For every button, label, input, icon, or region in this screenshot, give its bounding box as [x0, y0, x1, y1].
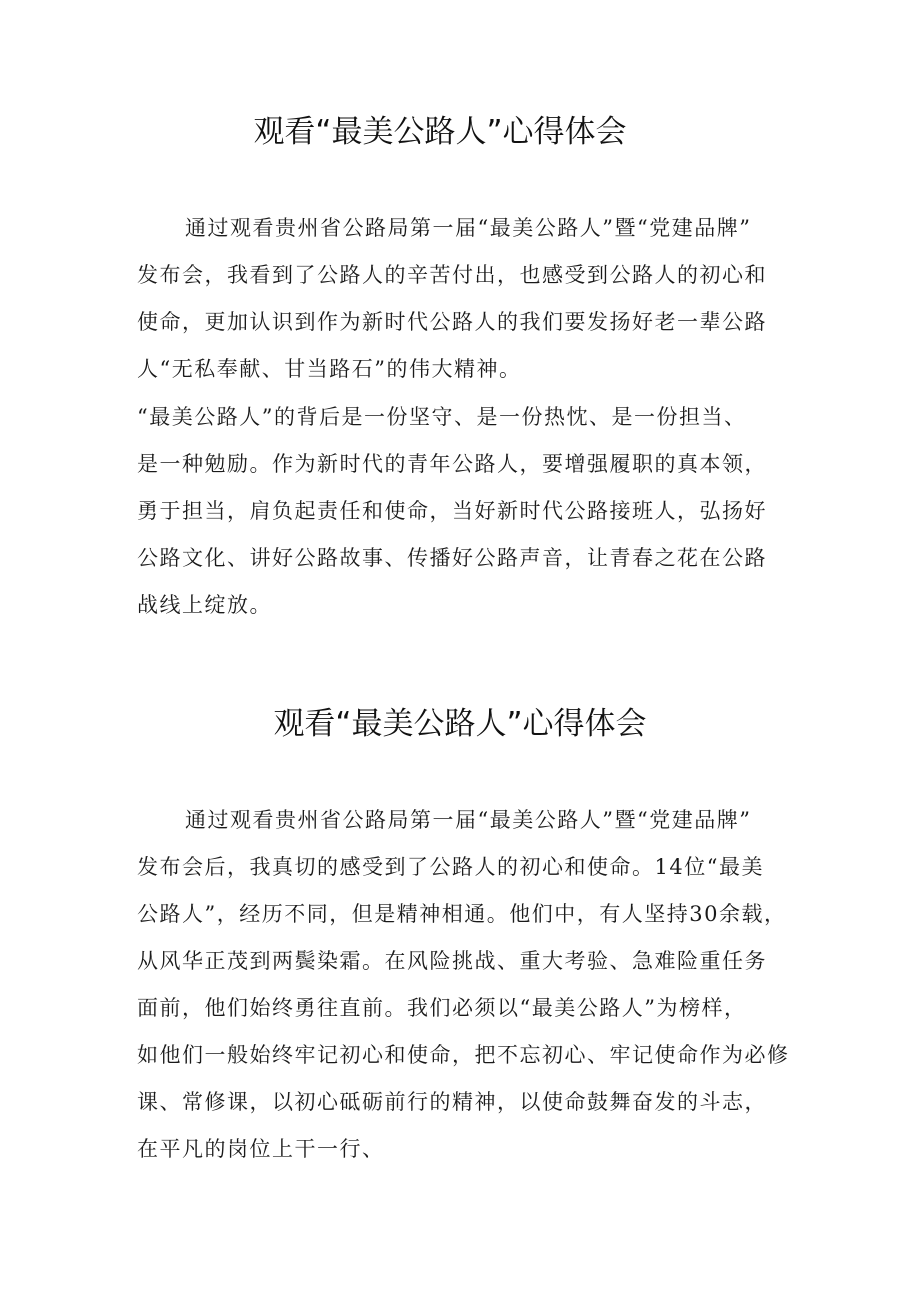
text-line: 使命，更加认识到作为新时代公路人的我们要发扬好老一辈公路 [137, 310, 767, 334]
text-line: 在平凡的岗位上干一行、 [137, 1137, 385, 1161]
text-line: 通过观看贵州省公路局第一届“最美公路人”暨“党建品牌” [185, 808, 752, 832]
doc-1-paragraph-2 [137, 394, 797, 629]
text-line: 是一种勉励。作为新时代的青年公路人，要增强履职的真本领， [137, 452, 767, 476]
text-line: 公路人”，经历不同，但是精神相通。他们中，有人坚持30余载， [137, 902, 787, 926]
text-line: 面前，他们始终勇往直前。我们必须以“最美公路人”为榜样， [137, 996, 747, 1020]
text-line: 如他们一般始终牢记初心和使命，把不忘初心、牢记使命作为必修 [137, 1043, 790, 1067]
doc-title-2: 观看“最美公路人”心得体会 [273, 706, 647, 742]
text-line: 勇于担当，肩负起责任和使命，当好新时代公路接班人，弘扬好 [137, 499, 767, 523]
text-line: 战线上绽放。 [137, 593, 272, 617]
text-line: 发布会，我看到了公路人的辛苦付出，也感受到公路人的初心和 [137, 263, 767, 287]
text-line: 课、常修课，以初心砥砺前行的精神，以使命鼓舞奋发的斗志， [137, 1090, 767, 1114]
text-line: “最美公路人”的背后是一份坚守、是一份热忱、是一份担当、 [137, 405, 747, 429]
doc-2-paragraph-1 [137, 797, 797, 1173]
doc-title-1: 观看“最美公路人”心得体会 [253, 114, 627, 150]
text-line: 公路文化、讲好公路故事、传播好公路声音，让青春之花在公路 [137, 546, 767, 570]
text-line: 从风华正茂到两鬓染霜。在风险挑战、重大考验、急难险重任务 [137, 949, 767, 973]
text-line: 发布会后，我真切的感受到了公路人的初心和使命。14位“最美 [137, 855, 764, 879]
text-line: 人“无私奉献、甘当路石”的伟大精神。 [137, 357, 522, 381]
text-line: 通过观看贵州省公路局第一届“最美公路人”暨“党建品牌” [185, 216, 752, 240]
doc-1-paragraph-1 [137, 205, 797, 393]
